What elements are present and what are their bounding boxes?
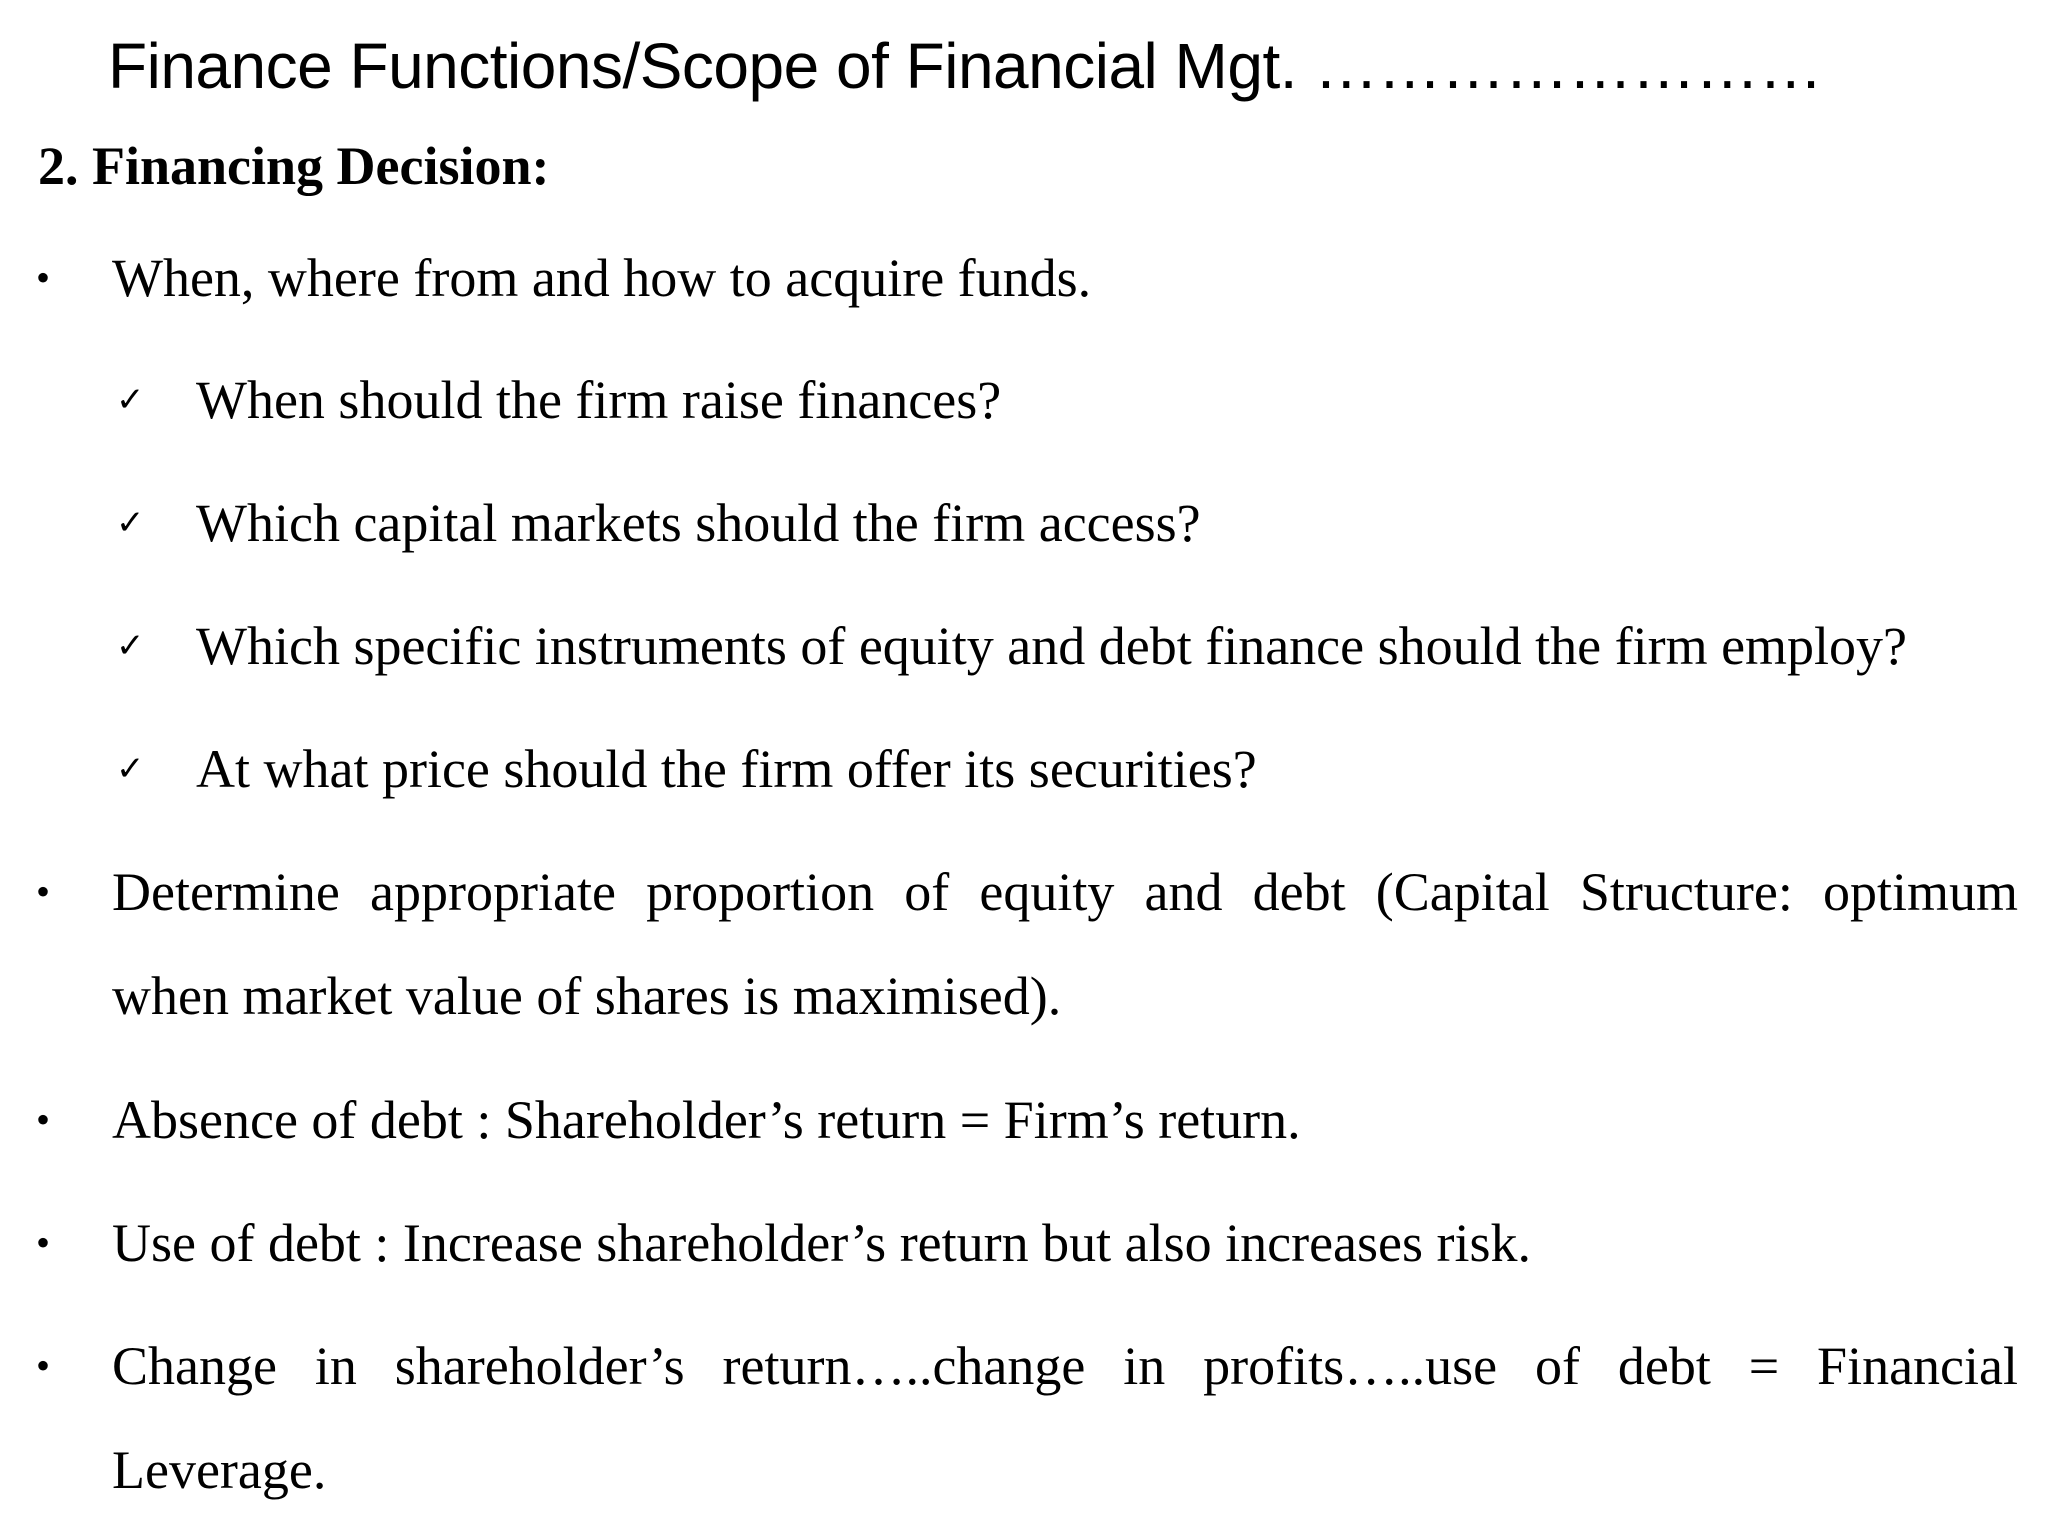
bullet-text-line-1: Change in shareholder’s return…..change in profits…..use of debt = Financial [112,1336,2018,1396]
bullet-icon: • [36,869,51,914]
checkmark-icon: ✓ [116,503,145,543]
bullet-text-line-2: when market value of shares is maximised). [112,966,1062,1026]
bullet-icon: • [36,1220,51,1265]
bullet-icon: • [36,1343,51,1388]
bullet-item [0,244,2048,312]
sub-item [0,735,2048,803]
checkmark-icon: ✓ [116,380,145,420]
bullet-text: When, where from and how to acquire funds. [112,248,1092,308]
sub-item [0,612,2048,680]
bullet-item [0,1332,2048,1400]
sub-item-text: Which specific instruments of equity and debt finance should the firm employ? [196,616,1908,676]
section-heading: 2. Financing Decision: [38,136,550,196]
bullet-item [0,1209,2048,1277]
bullet-text: Absence of debt : Shareholder’s return = Firm’s return. [112,1090,1301,1150]
bullet-item-continuation [0,1436,2048,1504]
slide-title: Finance Functions/Scope of Financial Mgt. …………………… [108,30,1823,102]
checkmark-icon: ✓ [116,626,145,666]
bullet-text: Use of debt : Increase shareholder’s return but also increases risk. [112,1213,1532,1273]
bullet-icon: • [36,1097,51,1142]
bullet-text-line-1: Determine appropriate proportion of equity and debt (Capital Structure: optimum [112,862,2018,922]
sub-item [0,366,2048,434]
bullet-icon: • [36,255,51,300]
bullet-item [0,858,2048,926]
sub-item-text: Which capital markets should the firm access? [196,493,1201,553]
checkmark-icon: ✓ [116,749,145,789]
sub-item-text: When should the firm raise finances? [196,370,1002,430]
bullet-item-continuation [0,962,2048,1030]
bullet-text-line-2: Leverage. [112,1440,327,1500]
bullet-item [0,1086,2048,1154]
sub-item [0,489,2048,557]
sub-item-text: At what price should the firm offer its securities? [196,739,1257,799]
